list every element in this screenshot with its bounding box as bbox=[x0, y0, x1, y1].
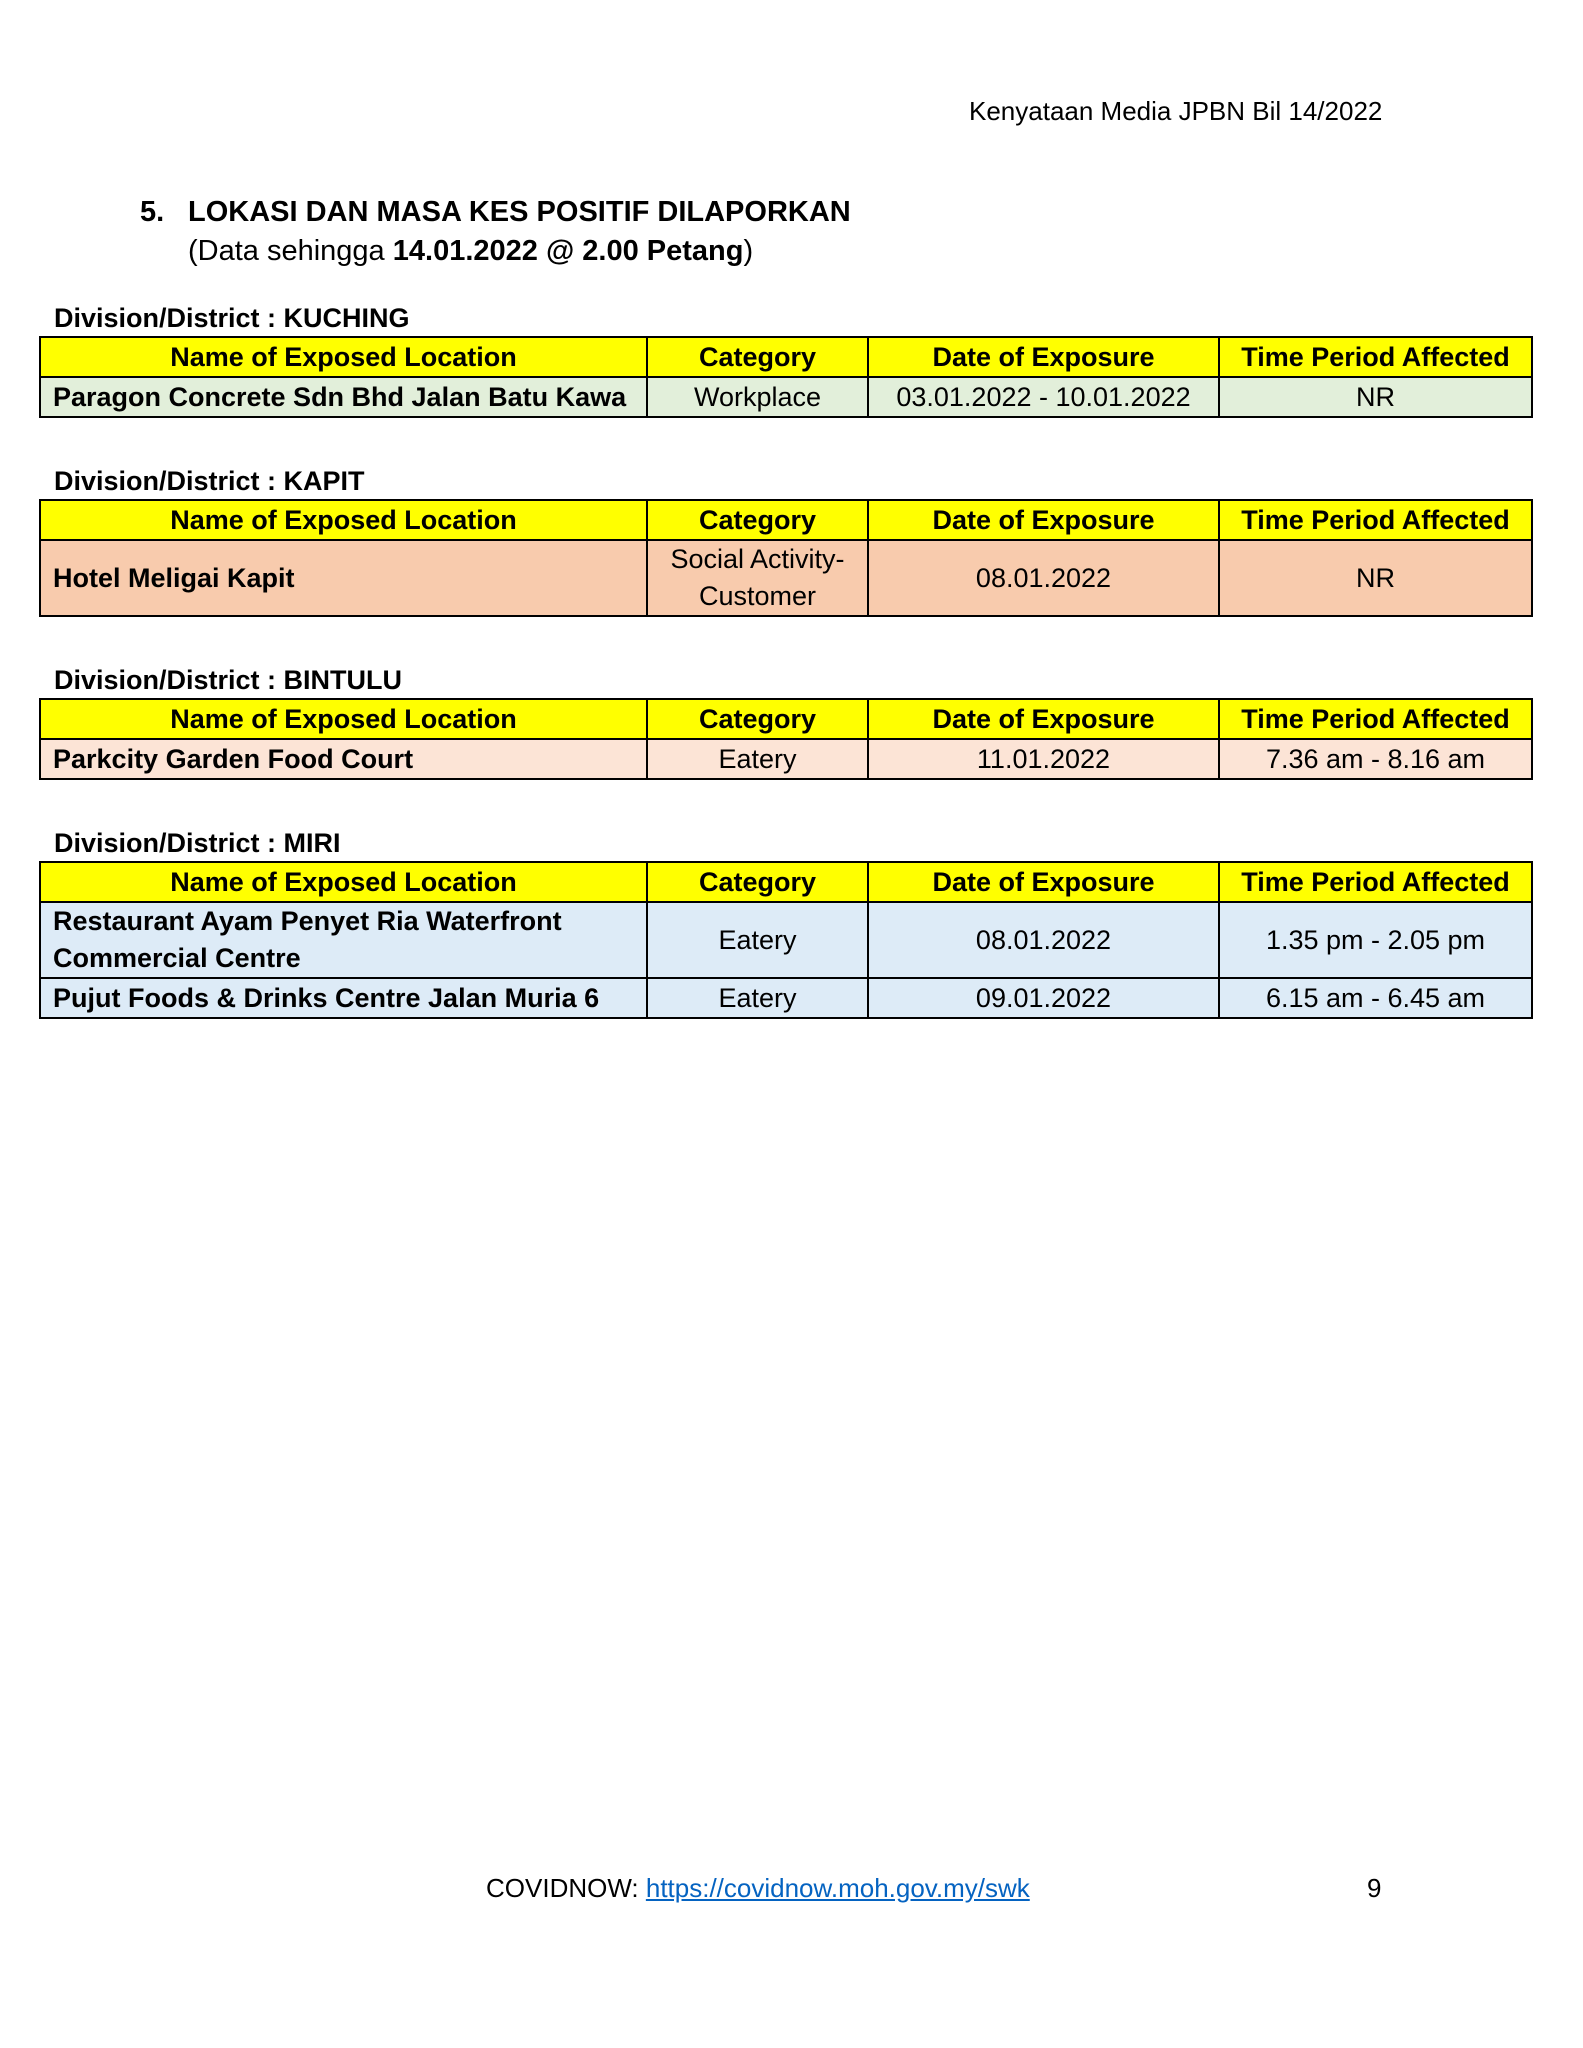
location-line: Restaurant Ayam Penyet Ria Waterfront bbox=[53, 906, 562, 936]
cell-date: 08.01.2022 bbox=[868, 540, 1219, 616]
district-miri bbox=[39, 825, 1531, 1019]
header-time: Time Period Affected bbox=[1219, 699, 1532, 739]
header-location: Name of Exposed Location bbox=[40, 337, 647, 377]
cell-date: 09.01.2022 bbox=[868, 978, 1219, 1018]
table-row bbox=[40, 377, 1532, 417]
header-time: Time Period Affected bbox=[1219, 862, 1532, 902]
footer bbox=[486, 1873, 1030, 1904]
exposure-table bbox=[39, 336, 1533, 418]
section-title-text: LOKASI DAN MASA KES POSITIF DILAPORKAN bbox=[188, 196, 851, 228]
category-line: Social Activity- bbox=[670, 544, 845, 574]
district-label: Division/District : BINTULU bbox=[54, 665, 403, 695]
header-category: Category bbox=[647, 500, 868, 540]
cell-time: NR bbox=[1219, 540, 1532, 616]
document-reference: Kenyataan Media JPBN Bil 14/2022 bbox=[969, 96, 1383, 126]
category-line: Customer bbox=[698, 581, 817, 611]
cell-location: Hotel Meligai Kapit bbox=[40, 540, 647, 616]
page-number: 9 bbox=[1367, 1873, 1382, 1903]
section-title bbox=[140, 196, 851, 229]
exposure-table bbox=[39, 698, 1533, 780]
header-location: Name of Exposed Location bbox=[40, 862, 647, 902]
header-date: Date of Exposure bbox=[868, 862, 1219, 902]
cell-time: 1.35 pm - 2.05 pm bbox=[1219, 902, 1532, 978]
cell-time: 6.15 am - 6.45 am bbox=[1219, 978, 1532, 1018]
cell-date: 03.01.2022 - 10.01.2022 bbox=[868, 377, 1219, 417]
district-bintulu bbox=[39, 662, 1531, 780]
header-date: Date of Exposure bbox=[868, 337, 1219, 377]
table-row bbox=[40, 540, 1532, 616]
header-time: Time Period Affected bbox=[1219, 500, 1532, 540]
table-row bbox=[40, 739, 1532, 779]
subtitle-suffix: ) bbox=[743, 235, 754, 267]
header-location: Name of Exposed Location bbox=[40, 500, 647, 540]
location-line: Commercial Centre bbox=[53, 943, 301, 973]
section-number: 5. bbox=[140, 196, 165, 228]
section-subtitle bbox=[188, 235, 851, 268]
table-header-row bbox=[40, 699, 1532, 739]
cell-time: NR bbox=[1219, 377, 1532, 417]
table-header-row bbox=[40, 862, 1532, 902]
cell-location: Pujut Foods & Drinks Centre Jalan Muria 6 bbox=[40, 978, 647, 1018]
covidnow-link[interactable]: https://covidnow.moh.gov.my/swk bbox=[645, 1873, 1030, 1903]
header-date: Date of Exposure bbox=[868, 500, 1219, 540]
table-header-row bbox=[40, 500, 1532, 540]
header-location: Name of Exposed Location bbox=[40, 699, 647, 739]
district-kapit bbox=[39, 463, 1531, 617]
district-label: Division/District : MIRI bbox=[54, 828, 341, 858]
cell-date: 11.01.2022 bbox=[868, 739, 1219, 779]
header-time: Time Period Affected bbox=[1219, 337, 1532, 377]
cell-time: 7.36 am - 8.16 am bbox=[1219, 739, 1532, 779]
cell-category: Eatery bbox=[647, 739, 868, 779]
header-category: Category bbox=[647, 337, 868, 377]
subtitle-prefix: (Data sehingga bbox=[188, 235, 393, 267]
district-label: Division/District : KUCHING bbox=[54, 303, 410, 333]
cell-date: 08.01.2022 bbox=[868, 902, 1219, 978]
exposure-table bbox=[39, 861, 1533, 1019]
table-header-row bbox=[40, 337, 1532, 377]
district-kuching bbox=[39, 300, 1531, 418]
header-category: Category bbox=[647, 699, 868, 739]
footer-prefix: COVIDNOW: bbox=[486, 1873, 646, 1903]
district-label: Division/District : KAPIT bbox=[54, 466, 365, 496]
table-row bbox=[40, 978, 1532, 1018]
cell-category: Eatery bbox=[647, 902, 868, 978]
table-row bbox=[40, 902, 1532, 978]
header-date: Date of Exposure bbox=[868, 699, 1219, 739]
cell-location: Parkcity Garden Food Court bbox=[40, 739, 647, 779]
section-heading bbox=[140, 196, 851, 268]
cell-location bbox=[40, 902, 647, 978]
cell-category: Workplace bbox=[647, 377, 868, 417]
cell-category: Eatery bbox=[647, 978, 868, 1018]
header-category: Category bbox=[647, 862, 868, 902]
subtitle-date: 14.01.2022 @ 2.00 Petang bbox=[392, 235, 744, 267]
cell-location: Paragon Concrete Sdn Bhd Jalan Batu Kawa bbox=[40, 377, 647, 417]
cell-category bbox=[647, 540, 868, 616]
exposure-table bbox=[39, 499, 1533, 617]
